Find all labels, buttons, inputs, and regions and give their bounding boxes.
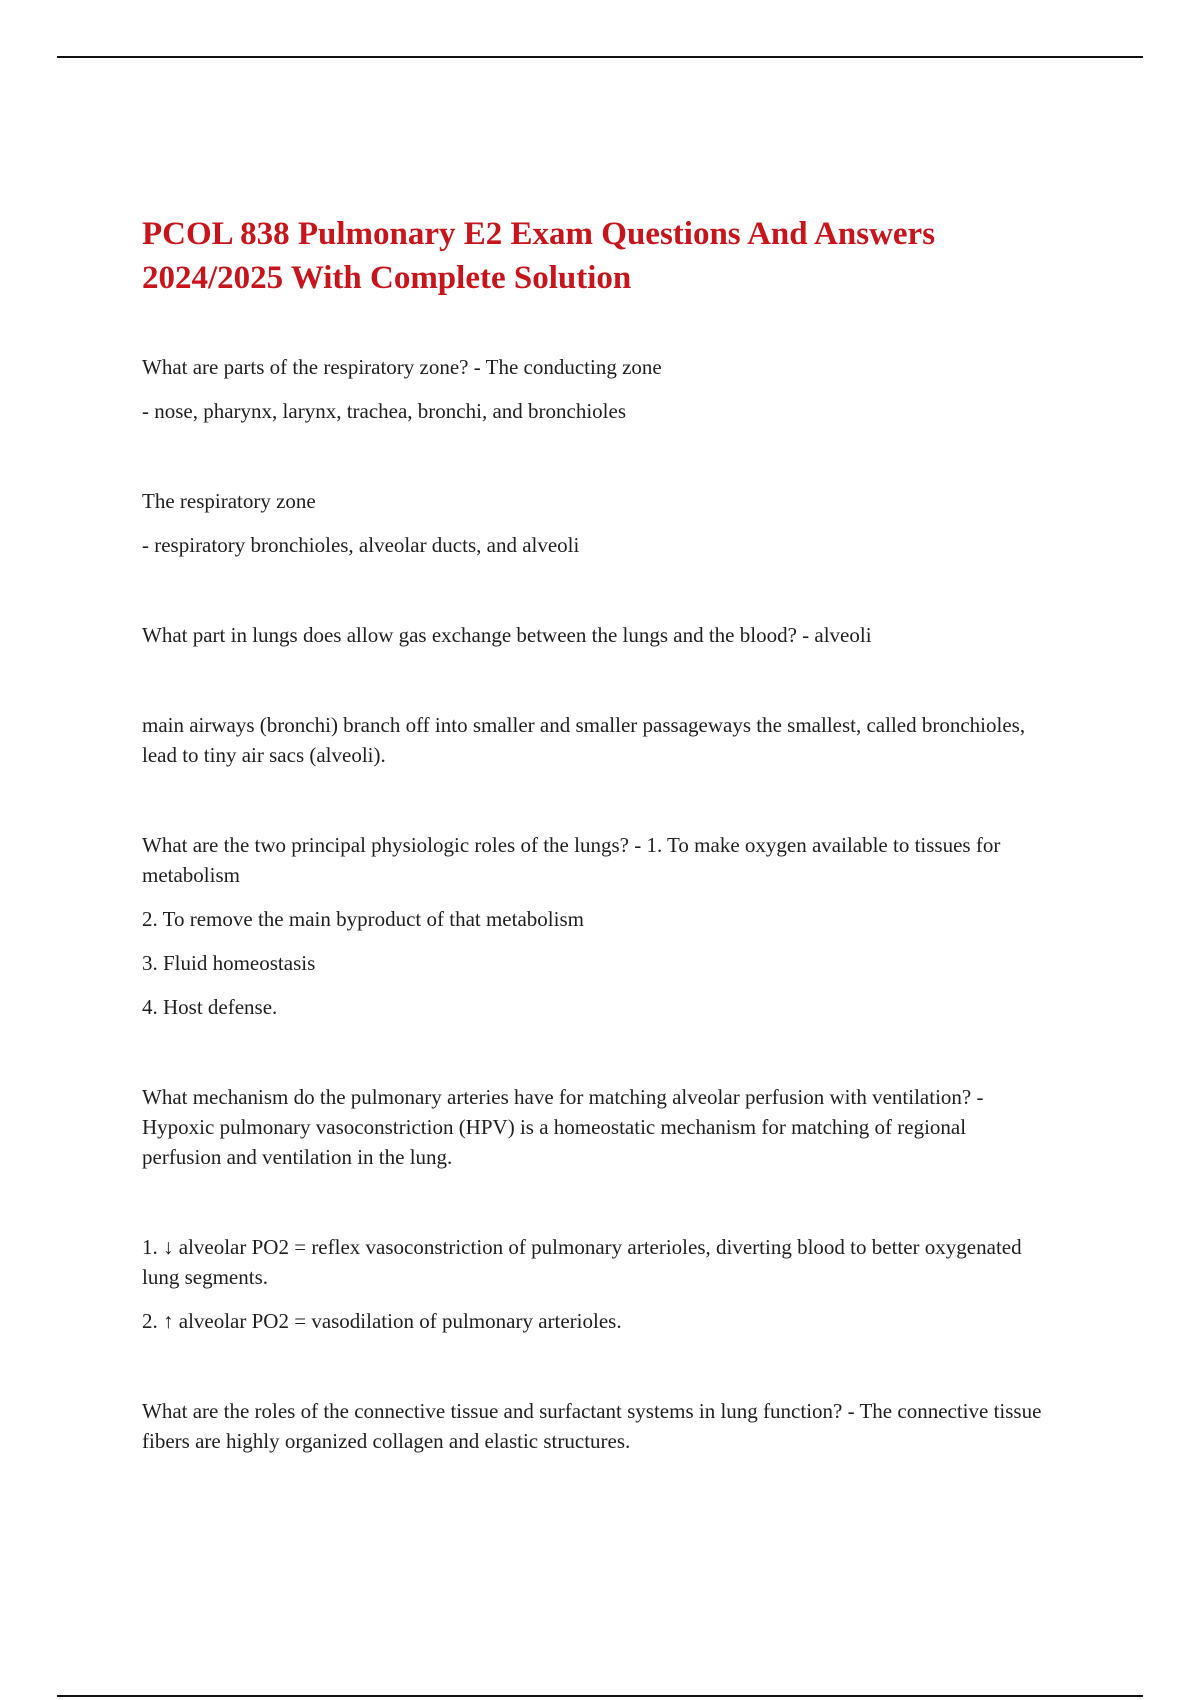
- paragraph-1: What are parts of the respiratory zone? - The conducting zone: [142, 355, 662, 379]
- paragraph-9: 3. Fluid homeostasis: [142, 951, 316, 975]
- paragraph-12: 1. ↓ alveolar PO2 = reflex vasoconstriction of pulmonary arterioles, diverting blood to better oxygenated lung segments.: [142, 1235, 1022, 1289]
- paragraph-7: What are the two principal physiologic roles of the lungs? - 1. To make oxygen available to tissues for metabolism: [142, 833, 1001, 887]
- paragraph-6: main airways (bronchi) branch off into smaller and smaller passageways the smallest, called bronchioles, lead to tiny air sacs (alveoli).: [142, 713, 1026, 767]
- document-body: [142, 352, 1042, 1456]
- paragraph-14: What are the roles of the connective tissue and surfactant systems in lung function? - The connective tissue fibers are highly organized collagen and elastic structures.: [142, 1399, 1042, 1453]
- paragraph-10: 4. Host defense.: [142, 995, 278, 1019]
- bottom-rule: [57, 1695, 1143, 1697]
- top-rule: [57, 56, 1143, 58]
- paragraph-8: 2. To remove the main byproduct of that metabolism: [142, 907, 584, 931]
- paragraph-2: - nose, pharynx, larynx, trachea, bronchi, and bronchioles: [142, 399, 627, 423]
- paragraph-5: What part in lungs does allow gas exchange between the lungs and the blood? - alveoli: [142, 623, 872, 647]
- paragraph-3: The respiratory zone: [142, 489, 316, 513]
- document-title: PCOL 838 Pulmonary E2 Exam Questions And Answers 2024/2025 With Complete Solution: [142, 216, 936, 296]
- paragraph-11: What mechanism do the pulmonary arteries have for matching alveolar perfusion with ventilation? - Hypoxic pulmonary vasoconstriction (HPV) is a homeostatic mechanism for matching of regional perfusion and ventilation in the lung.: [142, 1085, 984, 1169]
- document-content: [142, 212, 1042, 1456]
- paragraph-13: 2. ↑ alveolar PO2 = vasodilation of pulmonary arterioles.: [142, 1309, 622, 1333]
- paragraph-4: - respiratory bronchioles, alveolar ducts, and alveoli: [142, 533, 580, 557]
